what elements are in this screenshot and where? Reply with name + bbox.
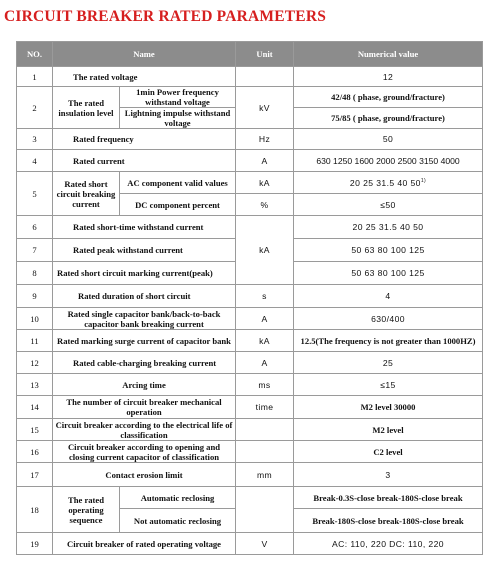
header-row xyxy=(17,42,483,67)
row-value: 4 xyxy=(294,285,483,308)
table-row xyxy=(17,374,483,396)
row-value: AC: 110, 220 DC: 110, 220 xyxy=(294,533,483,555)
row-value: 630/400 xyxy=(294,308,483,330)
row-value: M2 level xyxy=(294,419,483,441)
row-value: 20 25 31.5 40 50$^{1)}$ xyxy=(294,172,483,194)
row-value: 42/48 ( phase, ground/fracture) xyxy=(294,87,483,108)
row-name: The number of circuit breaker mechanical operation xyxy=(53,396,236,419)
table-row xyxy=(17,87,483,108)
row-value: 25 xyxy=(294,352,483,374)
table-row xyxy=(17,285,483,308)
row-subname: DC component percent xyxy=(120,194,236,216)
row-unit: A xyxy=(236,150,294,172)
row-name: Rated current xyxy=(53,150,236,172)
row-unit: kA xyxy=(236,330,294,352)
table-row xyxy=(17,150,483,172)
row-value: M2 level 30000 xyxy=(294,396,483,419)
row-name: Rated short circuit marking current(peak) xyxy=(53,262,236,285)
row-unit: ms xyxy=(236,374,294,396)
row-unit: % xyxy=(236,194,294,216)
row-name: The rated operating sequence xyxy=(53,487,120,533)
table-row xyxy=(17,463,483,487)
table-row xyxy=(17,216,483,239)
row-no: 18 xyxy=(17,487,53,533)
header-unit: Unit xyxy=(236,42,294,67)
table-row xyxy=(17,533,483,555)
row-name: Rated single capacitor bank/back-to-back capacitor bank breaking current xyxy=(53,308,236,330)
row-subname: Not automatic reclosing xyxy=(120,509,236,533)
row-subname: AC component valid values xyxy=(120,172,236,194)
row-name: Rated marking surge current of capacitor bank xyxy=(53,330,236,352)
row-unit: A xyxy=(236,352,294,374)
row-value: ≤15 xyxy=(294,374,483,396)
row-name: Rated duration of short circuit xyxy=(53,285,236,308)
row-value: 50 63 80 100 125 xyxy=(294,262,483,285)
row-no: 14 xyxy=(17,396,53,419)
row-unit: V xyxy=(236,533,294,555)
row-unit: kA xyxy=(236,172,294,194)
row-no: 1 xyxy=(17,67,53,87)
row-no: 11 xyxy=(17,330,53,352)
row-no: 8 xyxy=(17,262,53,285)
row-unit: kV xyxy=(236,87,294,129)
row-no: 3 xyxy=(17,129,53,150)
header-name: Name xyxy=(53,42,236,67)
row-value: Break-0.3S-close break-180S-close break xyxy=(294,487,483,509)
footnote-marker: 1) xyxy=(420,177,427,184)
row-unit: s xyxy=(236,285,294,308)
page-title: CIRCUIT BREAKER RATED PARAMETERS xyxy=(4,8,327,25)
row-value: Break-180S-close break-180S-close break xyxy=(294,509,483,533)
row-value: 75/85 ( phase, ground/fracture) xyxy=(294,108,483,129)
row-unit: time xyxy=(236,396,294,419)
row-value: 3 xyxy=(294,463,483,487)
table-row xyxy=(17,419,483,441)
table-row xyxy=(17,330,483,352)
row-value: 50 xyxy=(294,129,483,150)
row-no: 16 xyxy=(17,441,53,463)
table-row xyxy=(17,172,483,194)
row-no: 15 xyxy=(17,419,53,441)
row-no: 19 xyxy=(17,533,53,555)
row-no: 4 xyxy=(17,150,53,172)
row-value: ≤50 xyxy=(294,194,483,216)
row-value: 20 25 31.5 40 50 xyxy=(294,216,483,239)
row-name: Circuit breaker of rated operating voltage xyxy=(53,533,236,555)
row-subname: 1min Power frequency withstand voltage xyxy=(120,87,236,108)
table-row xyxy=(17,396,483,419)
row-value: 12.5(The frequency is not greater than 1000HZ) xyxy=(294,330,483,352)
table-row xyxy=(17,487,483,509)
row-value: 50 63 80 100 125 xyxy=(294,239,483,262)
row-subname: Lightning impulse withstand voltage xyxy=(120,108,236,129)
row-unit xyxy=(236,67,294,87)
parameters-table xyxy=(16,41,483,555)
row-no: 9 xyxy=(17,285,53,308)
row-unit xyxy=(236,487,294,533)
row-value: C2 level xyxy=(294,441,483,463)
table-row xyxy=(17,308,483,330)
row-name: Rated frequency xyxy=(53,129,236,150)
row-unit: kA xyxy=(236,216,294,285)
row-name: Arcing time xyxy=(53,374,236,396)
row-no: 17 xyxy=(17,463,53,487)
row-unit: Hz xyxy=(236,129,294,150)
header-no: NO. xyxy=(17,42,53,67)
row-name: Rated cable-charging breaking current xyxy=(53,352,236,374)
row-name: The rated insulation level xyxy=(53,87,120,129)
row-value: 630 1250 1600 2000 2500 3150 4000 xyxy=(294,150,483,172)
row-no: 12 xyxy=(17,352,53,374)
row-unit: A xyxy=(236,308,294,330)
table-row xyxy=(17,67,483,87)
row-unit xyxy=(236,441,294,463)
row-no: 13 xyxy=(17,374,53,396)
row-no: 10 xyxy=(17,308,53,330)
row-name: Circuit breaker according to opening and closing current capacitor of classification xyxy=(53,441,236,463)
row-name: Rated short-time withstand current xyxy=(53,216,236,239)
table-row xyxy=(17,441,483,463)
row-name: Rated peak withstand current xyxy=(53,239,236,262)
row-subname: Automatic reclosing xyxy=(120,487,236,509)
row-name: Contact erosion limit xyxy=(53,463,236,487)
table-row xyxy=(17,352,483,374)
row-no: 7 xyxy=(17,239,53,262)
row-no: 5 xyxy=(17,172,53,216)
row-unit: mm xyxy=(236,463,294,487)
row-unit xyxy=(236,419,294,441)
table-row xyxy=(17,129,483,150)
header-value: Numerical value xyxy=(294,42,483,67)
row-name: The rated voltage xyxy=(53,67,236,87)
row-name: Rated short circuit breaking current xyxy=(53,172,120,216)
row-no: 2 xyxy=(17,87,53,129)
row-no: 6 xyxy=(17,216,53,239)
row-name: Circuit breaker according to the electrical life of classification xyxy=(53,419,236,441)
row-value: 12 xyxy=(294,67,483,87)
